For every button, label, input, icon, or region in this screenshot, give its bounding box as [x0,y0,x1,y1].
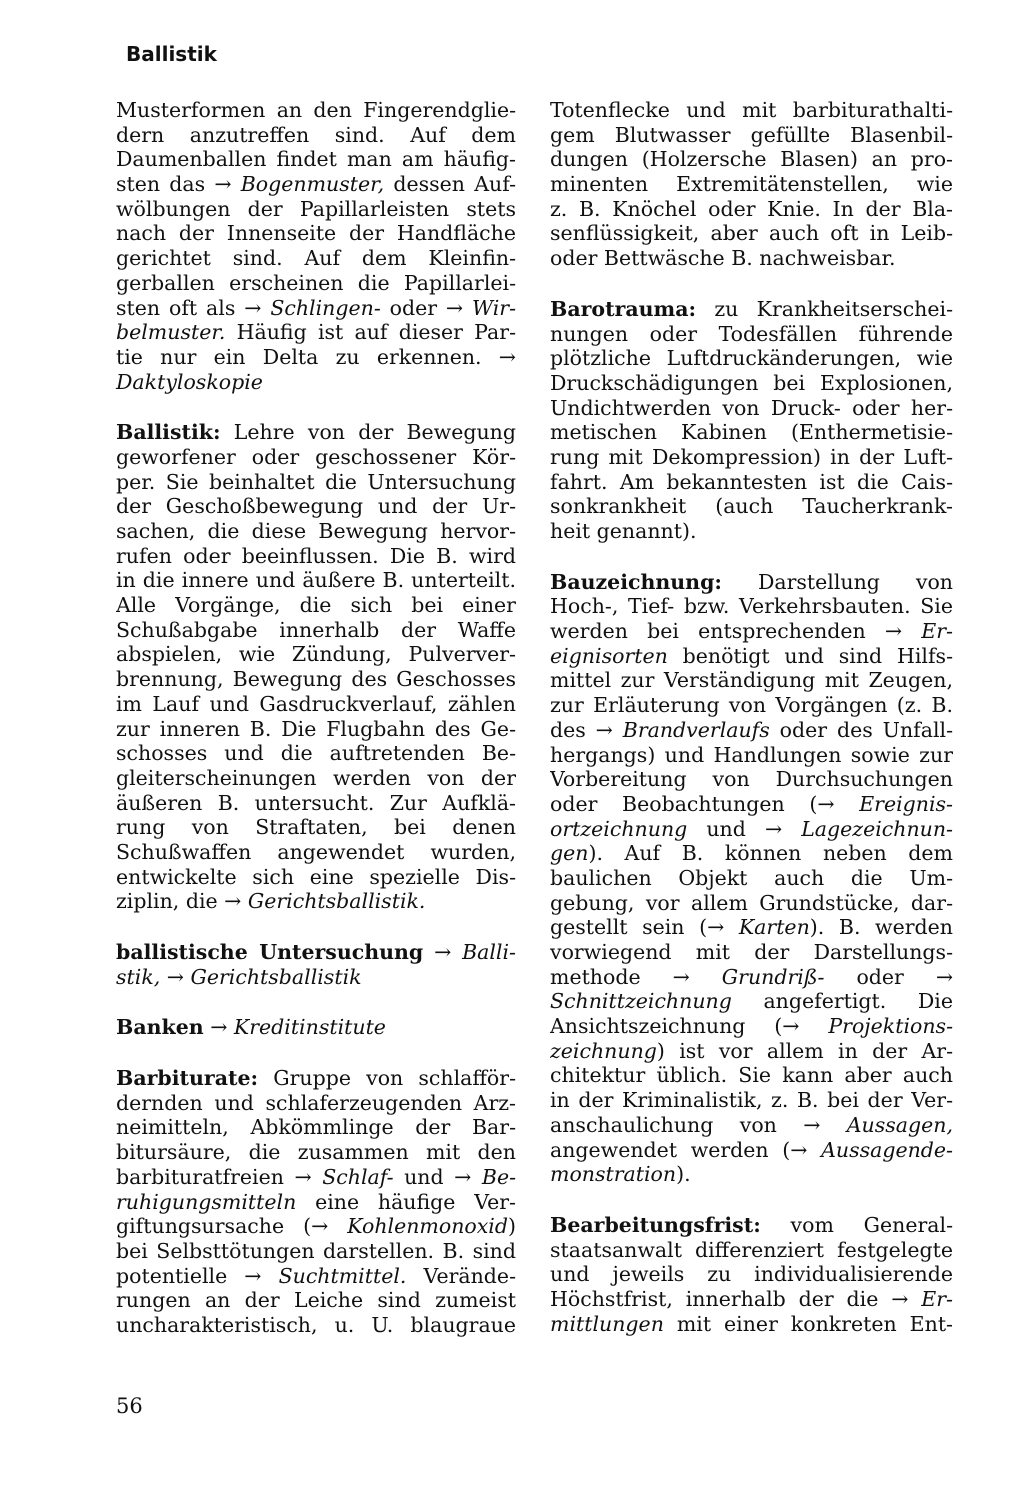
cross-reference: Karten [738,915,810,940]
cross-reference: Grundriß- [721,964,825,989]
text-line [116,667,516,692]
text-run: rung mit Dekompression) in der Luft- [550,444,953,469]
text-line [116,1140,516,1165]
text-run: Daumenballen findet man am häufig- [116,147,516,172]
text-line [550,172,953,197]
text-run: schosses und die auftretenden Be- [116,741,516,766]
text-run: sonkrankheit (auch Taucherkrank- [550,494,953,519]
headword: Barbiturate: [116,1066,259,1091]
text-run: sten das → [116,172,241,197]
text-run: → [203,1015,234,1040]
cross-reference: Bogenmuster, [240,172,385,197]
text-run: plötzliche Luftdruckänderungen, wie [550,346,953,371]
text-run: zur inneren B. Die Flugbahn des Ge- [116,716,516,741]
text-line [116,197,516,222]
cross-reference: Suchtmittel. [278,1263,407,1288]
cross-reference: Er- [921,619,953,644]
text-line [116,296,516,321]
text-line [116,1288,516,1313]
text-run: gem Blutwasser gefüllte Blasenbil- [550,122,953,147]
text-run: barbituratfreien → [116,1164,323,1189]
text-line [550,668,953,693]
paragraph-gap [116,394,516,420]
text-run: oder Bettwäsche B. nachweisbar. [550,246,896,271]
text-run: mit einer konkreten Ent- [663,1311,953,1336]
text-line [116,593,516,618]
text-line [550,1238,953,1263]
cross-reference: mittlungen [550,1311,664,1336]
text-run: anschaulichung von → [550,1112,847,1137]
text-run: werden bei entsprechenden → [550,619,922,644]
text-run: neimitteln, Abkömmlinge der Bar- [116,1115,516,1140]
text-run: abspielen, wie Zündung, Pulverver- [116,642,516,667]
text-run: uncharakteristisch, u. U. blaugraue [116,1312,516,1337]
cross-reference: Aussagende- [821,1137,953,1162]
text-run: gerichtet sind. Auf dem Kleinfin- [116,246,516,271]
text-run: gleiterscheinungen werden von der [116,765,516,790]
headword: Barotrauma: [550,296,697,321]
text-line [116,791,516,816]
cross-reference: Schnittzeichnung [550,989,732,1014]
text-run: minenten Extremitätenstellen, wie [550,172,953,197]
text-run: des → [550,717,623,742]
text-line [550,718,953,743]
text-line [116,692,516,717]
text-line [550,866,953,891]
paragraph-gap [116,1040,516,1066]
text-run: Schußabgabe innerhalb der Waffe [116,617,516,642]
text-line [550,940,953,965]
cross-reference: Balli- [462,940,516,964]
cross-reference: Gerichtsballistik [190,964,362,989]
text-line [116,370,516,395]
text-run: geworfener oder geschossener Kör- [116,444,516,469]
text-line [550,494,953,519]
text-line [116,420,516,445]
text-line [550,1138,953,1163]
text-run: gestellt sein (→ [550,915,739,940]
text-run: angewendet werden (→ [550,1137,822,1162]
cross-reference: Kreditinstitute [233,1015,386,1040]
text-line [550,792,953,817]
text-line [550,1088,953,1113]
text-line [550,123,953,148]
text-line [116,470,516,495]
text-line [550,1014,953,1039]
text-run: per. Sie beinhaltet die Untersuchung [116,469,516,494]
text-run: vorwiegend mit der Darstellungs- [550,940,953,964]
text-line [116,345,516,370]
text-line [116,320,516,345]
text-run: rungen an der Leiche sind zumeist [116,1288,516,1313]
text-run: gerballen erscheinen die Papillarlei- [116,270,516,295]
text-run: → [423,940,463,964]
text-run: dessen Auf- [384,172,516,197]
text-run: tie nur ein Delta zu erkennen. → [116,344,516,369]
text-run: brennung, Bewegung des Geschosses [116,667,516,692]
text-run: äußeren B. untersucht. Zur Aufklä- [116,790,516,815]
text-line [550,619,953,644]
text-line [550,644,953,669]
text-run: Vorbereitung von Durchsuchungen [550,767,953,792]
text-line [550,915,953,940]
text-run: rung von Straftaten, bei denen [116,815,516,840]
cross-reference: Kohlenmonoxid [347,1214,508,1239]
cross-reference: ortzeichnung [550,816,688,841]
text-line [550,989,953,1014]
text-line [550,1162,953,1187]
headword: Bauzeichnung: [550,569,722,594]
text-run: Häufig ist auf dieser Par- [225,320,516,345]
text-run: Darstellung von [722,569,953,594]
text-run: Schußwaffen angewendet wurden, [116,839,516,864]
text-line [550,246,953,271]
text-line [116,940,516,965]
text-run: oder → [380,295,472,320]
text-run: Musterformen an den Fingerendglie- [116,98,516,122]
text-run: Gruppe von schlafför- [258,1066,516,1091]
text-line [550,841,953,866]
text-run: giftungsursache (→ [116,1214,348,1239]
text-line [116,1115,516,1140]
text-run: in die innere und äußere B. unterteilt. [116,568,516,593]
paragraph-gap [550,271,953,297]
text-run: ) [508,1214,516,1239]
text-run: sachen, die diese Bewegung hervor- [116,519,516,543]
headword: ballistische Untersuchung [116,940,424,964]
cross-reference: Aussagen, [846,1112,953,1137]
text-run: Alle Vorgänge, die sich bei einer [116,593,516,618]
text-run: ). B. werden [809,915,953,940]
text-line [550,743,953,768]
cross-reference: zeichnung [550,1038,657,1063]
paragraph-gap [550,544,953,570]
text-line [116,221,516,246]
text-run: und → [393,1164,482,1189]
cross-reference: Gerichtsballistik. [247,889,426,914]
text-run: dungen (Holzersche Blasen) an pro- [550,147,953,172]
text-line [116,1015,516,1040]
cross-reference: belmuster. [116,320,226,345]
text-line [116,865,516,890]
text-line [116,98,516,123]
cross-reference: ruhigungsmitteln [116,1189,297,1214]
text-line [116,147,516,172]
text-run: nungen oder Todesfällen führende [550,321,953,346]
text-run: oder Beobachtungen (→ [550,791,860,816]
text-line [116,172,516,197]
cross-reference: Schlaf- [322,1164,394,1189]
cross-reference: Daktyloskopie [116,369,263,394]
cross-reference: Be- [481,1164,516,1189]
text-run: z. B. Knöchel oder Knie. In der Bla- [550,196,953,221]
text-line [116,1264,516,1289]
text-line [116,1091,516,1116]
headword: Banken [116,1015,204,1040]
text-run: eine häufige Ver- [296,1189,516,1214]
text-run: Ansichtszeichnung (→ [550,1014,829,1039]
text-line [116,494,516,519]
text-line [550,767,953,792]
cross-reference: Projektions- [828,1014,953,1039]
cross-reference: Brandverlaufs [622,717,770,742]
headword: Ballistik: [116,420,221,445]
text-run: angefertigt. Die [731,989,953,1014]
text-run: potentielle → [116,1263,279,1288]
text-line [116,271,516,296]
text-line [116,544,516,569]
text-run: mittel zur Verständigung mit Zeugen, [550,668,953,693]
text-line [116,246,516,271]
text-line [116,618,516,643]
text-run: heit genannt). [550,519,697,543]
cross-reference: Wir- [472,295,516,320]
text-run: ziplin, die → [116,889,248,914]
text-run: oder des Unfall- [769,717,953,742]
text-line [116,1165,516,1190]
text-run: ). [676,1162,691,1187]
text-line [550,891,953,916]
text-line [550,1287,953,1312]
text-run: dern anzutreffen sind. Auf dem [116,122,516,147]
page-number: 56 [116,1394,143,1418]
cross-reference: Er- [921,1286,953,1311]
text-line [550,396,953,421]
text-run: metischen Kabinen (Enthermetisie- [550,420,953,445]
text-line [116,741,516,766]
text-run: Undichtwerden von Druck- oder her- [550,395,953,420]
text-run: im Lauf und Gasdruckverlauf, zählen [116,691,516,716]
text-line [550,594,953,619]
text-line [116,642,516,667]
text-line [116,1313,516,1338]
cross-reference: gen [550,841,589,866]
text-run: ) ist vor allem in der Ar- [656,1038,953,1063]
text-line [550,147,953,172]
text-line [116,717,516,742]
cross-reference: Ereignis- [859,791,953,816]
paragraph-gap [116,914,516,940]
text-line [550,445,953,470]
text-line [116,815,516,840]
text-run: bitursäure, die zusammen mit den [116,1140,516,1165]
text-line [116,965,516,990]
text-run: nach der Innenseite der Handfläche [116,221,516,246]
text-run: gebung, vor allem Grundstücke, dar- [550,890,953,915]
text-line [550,221,953,246]
text-line [550,1113,953,1138]
paragraph-gap [550,1187,953,1213]
text-line [116,568,516,593]
text-line [550,1312,953,1337]
text-run: methode → [550,964,722,989]
text-line [550,322,953,347]
text-line [550,470,953,495]
text-line [116,445,516,470]
text-line [550,346,953,371]
text-line [116,1239,516,1264]
cross-reference: stik, [116,964,161,989]
text-line [116,1066,516,1091]
text-run: senflüssigkeit, aber auch oft in Leib- [550,221,953,246]
text-line [550,371,953,396]
text-run: Verände- [406,1263,516,1288]
text-run: staatsanwalt differenziert festgelegte [550,1237,953,1262]
text-line [550,297,953,322]
text-run: hergangs) und Handlungen sowie zur [550,742,953,767]
text-line [550,570,953,595]
text-run: ). Auf B. können neben dem [588,841,953,866]
text-run: und jeweils zu individualisierende [550,1262,953,1287]
text-run: zu Krankheitserschei- [696,296,953,321]
text-line [116,123,516,148]
text-run: sten oft als → [116,295,271,320]
text-line [116,840,516,865]
text-run: Druckschädigungen bei Explosionen, [550,370,953,395]
cross-reference: Schlingen- [270,295,381,320]
text-line [116,1190,516,1215]
text-line [550,965,953,990]
text-line [116,766,516,791]
text-line [550,420,953,445]
cross-reference: eignisorten [550,643,668,668]
text-run: der Geschoßbewegung und der Ur- [116,494,516,519]
text-run: Totenflecke und mit barbiturathalti- [550,98,953,122]
text-line [550,1063,953,1088]
text-line [116,1214,516,1239]
text-line [116,519,516,544]
right-column [550,98,953,1336]
text-line [550,519,953,544]
text-run: entwickelte sich eine spezielle Dis- [116,864,516,889]
text-line [550,98,953,123]
text-line [550,817,953,842]
text-run: vom General- [760,1212,953,1237]
text-run: Lehre von der Bewegung [220,420,516,445]
text-run: → [160,964,191,989]
cross-reference: Lagezeichnun- [801,816,953,841]
text-run: baulichen Objekt auch die Um- [550,865,953,890]
paragraph-gap [116,989,516,1015]
left-column [116,98,516,1338]
text-line [550,693,953,718]
text-run: benötigt und sind Hilfs- [667,643,953,668]
text-line [550,1213,953,1238]
text-run: bei Selbsttötungen darstellen. B. sind [116,1238,516,1263]
text-line [550,1039,953,1064]
text-run: Höchstfrist, innerhalb der die → [550,1286,922,1311]
text-line [550,1262,953,1287]
text-run: oder → [824,964,953,989]
text-run: zur Erläuterung von Vorgängen (z. B. [550,693,953,718]
headword: Bearbeitungsfrist: [550,1212,761,1237]
text-run: wölbungen der Papillarleisten stets [116,196,516,221]
text-run: chitektur üblich. Sie kann aber auch [550,1063,953,1088]
text-run: Hoch-, Tief- bzw. Verkehrsbauten. Sie [550,594,953,619]
running-head: Ballistik [126,42,217,66]
text-run: dernden und schlaferzeugenden Arz- [116,1090,516,1115]
text-line [550,197,953,222]
text-run: und → [687,816,802,841]
text-run: rufen oder beeinflussen. Die B. wird [116,543,516,568]
cross-reference: monstration [550,1162,677,1187]
text-run: in der Kriminalistik, z. B. bei der Ver- [550,1088,953,1113]
text-line [116,889,516,914]
text-run: fahrt. Am bekanntesten ist die Cais- [550,469,953,494]
